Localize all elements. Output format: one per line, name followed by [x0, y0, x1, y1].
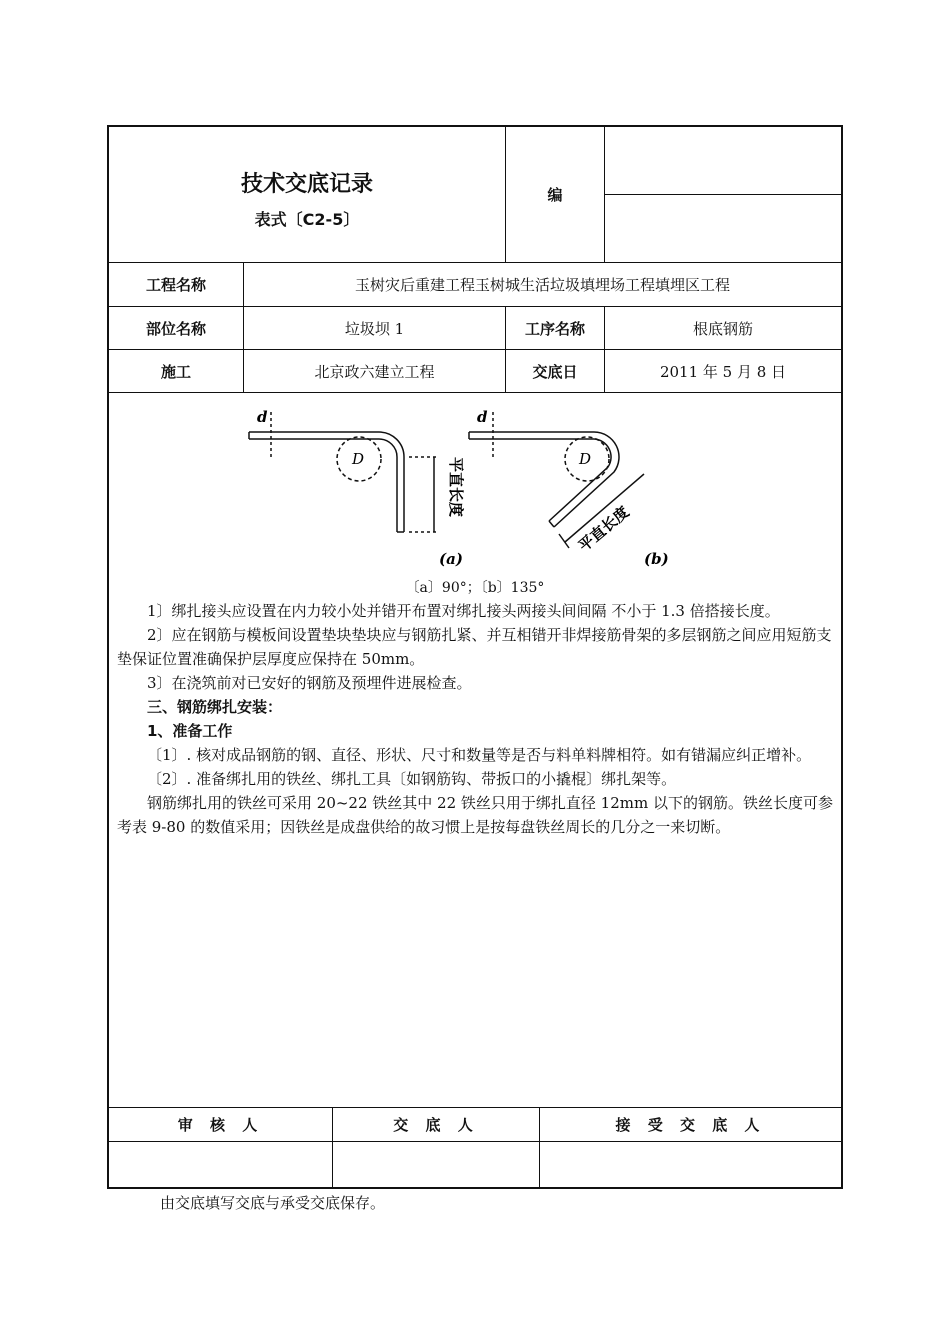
hook-a-length-label: 平直长度 — [447, 457, 465, 518]
discloser-label: 交 底 人 — [393, 1116, 479, 1134]
hook-a-d-label: d — [257, 408, 268, 426]
construction-value: 北京政六建立工程 — [314, 362, 435, 381]
edit-field-1[interactable] — [605, 127, 841, 194]
date-value: 2011 年 5 月 8 日 — [659, 362, 787, 381]
edit-label: 编 — [547, 186, 563, 204]
receiver-label: 接 受 交 底 人 — [615, 1116, 766, 1134]
rebar-hook-figure — [239, 402, 669, 577]
paragraph-1: 1〕绑扎接头应设置在内力较小处并错开布置对绑扎接头两接头间间隔 不小于 1.3 倍搭接长度。 — [147, 602, 780, 620]
disclosure-content — [117, 599, 837, 839]
hook-b-caption: (b) — [644, 550, 669, 568]
subsection-heading: 1、准备工作 — [147, 722, 233, 740]
reviewer-label: 审 核 人 — [177, 1116, 264, 1134]
process-name-label: 工序名称 — [524, 319, 585, 338]
hook-a-D-label: D — [352, 450, 365, 468]
hook-a-caption: (a) — [439, 550, 463, 568]
paragraph-6: 钢筋绑扎用的铁丝可采用 20~22 铁丝其中 22 铁丝只用于绑扎直径 12mm 以下的钢筋。铁丝长度可参考表 9-80 的数值采用；因铁丝是成盘供给的故习惯上是按每盘铁丝周长的几分之一来切断。 — [117, 794, 833, 836]
form-code: 表式〔C2-5〕 — [254, 210, 360, 229]
hook-b-D-label: D — [579, 450, 592, 468]
paragraph-4: 〔1〕. 核对成品钢筋的钢、直径、形状、尺寸和数量等是否与料单料牌相符。如有错漏应纠正增补。 — [147, 746, 812, 764]
paragraph-3: 3〕在浇筑前对已安好的钢筋及预埋件进展检查。 — [147, 674, 472, 692]
hook-b-length-label: 平直长度 — [575, 502, 633, 556]
construction-label: 施工 — [160, 362, 191, 381]
project-name-label: 工程名称 — [145, 276, 206, 294]
part-name-value: 垃圾坝 1 — [344, 319, 405, 338]
footnote: 由交底填写交底与承受交底保存。 — [160, 1194, 386, 1212]
disclosure-form — [107, 125, 843, 1189]
hook-a-bar — [249, 432, 404, 532]
paragraph-2: 2〕应在钢筋与模板间设置垫块垫块应与钢筋扎紧、并互相错开非焊接筋骨架的多层钢筋之间应用短筋支垫保证位置准确保护层厚度应保持在 50mm。 — [117, 626, 832, 668]
process-name-value: 根底钢筋 — [692, 319, 753, 338]
project-name-value: 玉树灾后重建工程玉树城生活垃圾填埋场工程填埋区工程 — [354, 276, 730, 294]
edit-field-2[interactable] — [605, 195, 841, 262]
reviewer-signature-field[interactable] — [109, 1142, 332, 1189]
discloser-signature-field[interactable] — [333, 1142, 539, 1189]
hook-b-d-label: d — [477, 408, 488, 426]
paragraph-5: 〔2〕. 准备绑扎用的铁丝、绑扎工具〔如钢筋钩、带扳口的小撬棍〕绑扎架等。 — [147, 770, 677, 788]
receiver-signature-field[interactable] — [540, 1142, 841, 1189]
date-label: 交底日 — [532, 362, 578, 381]
figure-caption: 〔a〕90°；〔b〕135° — [405, 580, 545, 596]
form-title: 技术交底记录 — [240, 172, 373, 197]
section-heading: 三、钢筋绑扎安装： — [147, 698, 283, 716]
part-name-label: 部位名称 — [145, 319, 206, 338]
